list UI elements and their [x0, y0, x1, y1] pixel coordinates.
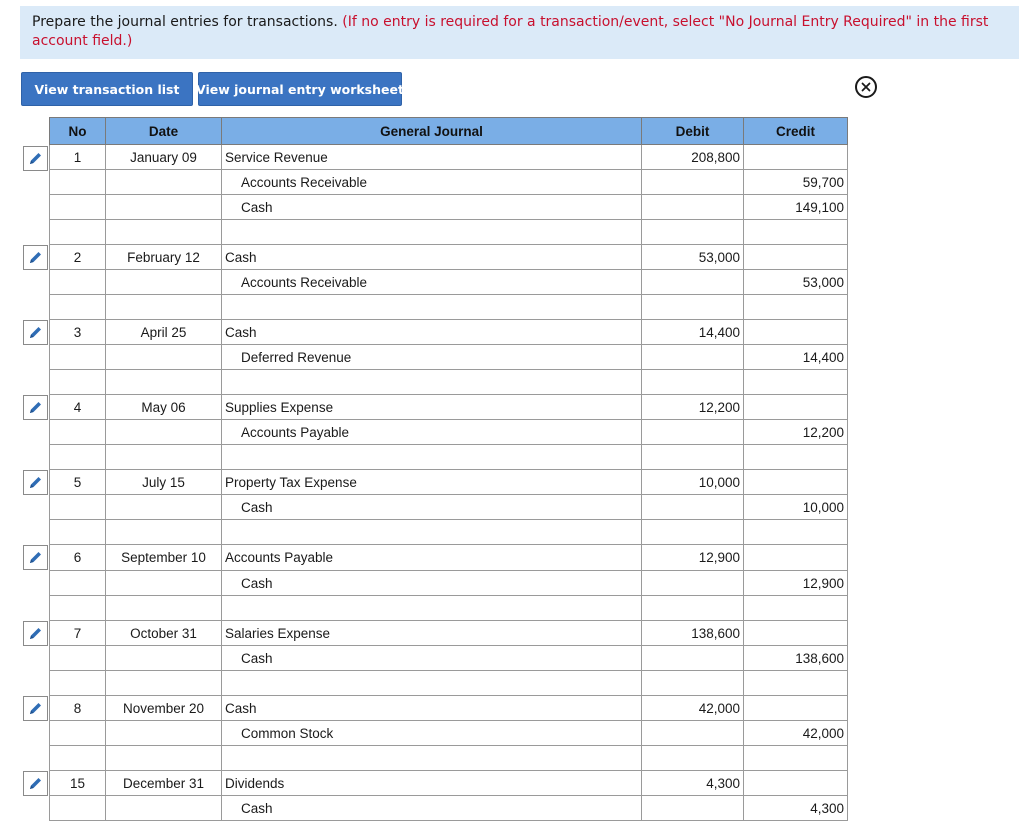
journal-row [50, 671, 848, 696]
credit-amount [744, 746, 848, 771]
entry-no [50, 270, 106, 295]
journal-row [50, 270, 848, 295]
journal-row [50, 195, 848, 220]
account-name: Property Tax Expense [222, 470, 642, 495]
entry-date [106, 520, 222, 545]
debit-amount [642, 796, 744, 821]
credit-amount: 12,900 [744, 571, 848, 596]
edit-entry-button[interactable] [23, 696, 48, 721]
entry-date: December 31 [106, 771, 222, 796]
credit-amount [744, 671, 848, 696]
credit-amount [744, 370, 848, 395]
entry-date [106, 495, 222, 520]
journal-row [50, 170, 848, 195]
journal-row [50, 470, 848, 495]
credit-amount [744, 545, 848, 571]
credit-amount: 149,100 [744, 195, 848, 220]
debit-amount: 10,000 [642, 470, 744, 495]
entry-no [50, 571, 106, 596]
credit-amount: 59,700 [744, 170, 848, 195]
credit-amount: 138,600 [744, 646, 848, 671]
credit-amount: 12,200 [744, 420, 848, 445]
entry-no [50, 646, 106, 671]
debit-amount: 53,000 [642, 245, 744, 270]
debit-amount [642, 170, 744, 195]
journal-row [50, 746, 848, 771]
entry-no: 2 [50, 245, 106, 270]
debit-amount [642, 746, 744, 771]
journal-row [50, 646, 848, 671]
entry-no [50, 796, 106, 821]
journal-row [50, 571, 848, 596]
entry-no [50, 345, 106, 370]
debit-amount: 14,400 [642, 320, 744, 345]
debit-amount [642, 345, 744, 370]
entry-date [106, 445, 222, 470]
journal-table [49, 117, 848, 821]
account-name: Supplies Expense [222, 395, 642, 420]
entry-no: 3 [50, 320, 106, 345]
account-name: Accounts Payable [222, 545, 642, 571]
entry-date [106, 596, 222, 621]
edit-entry-button[interactable] [23, 146, 48, 171]
journal-row [50, 520, 848, 545]
header-credit: Credit [744, 118, 848, 145]
entry-no [50, 445, 106, 470]
close-button[interactable] [855, 76, 877, 98]
entry-date [106, 270, 222, 295]
entry-no [50, 295, 106, 320]
debit-amount [642, 671, 744, 696]
entry-date: January 09 [106, 145, 222, 170]
account-name [222, 295, 642, 320]
journal-row [50, 721, 848, 746]
journal-row [50, 545, 848, 571]
account-name [222, 220, 642, 245]
entry-no [50, 596, 106, 621]
account-name: Salaries Expense [222, 621, 642, 646]
edit-entry-button[interactable] [23, 245, 48, 270]
view-transaction-list-button[interactable]: View transaction list [21, 72, 193, 106]
credit-amount [744, 295, 848, 320]
journal-header-row [50, 118, 848, 145]
account-name: Common Stock [222, 721, 642, 746]
entry-no [50, 746, 106, 771]
account-name: Cash [222, 495, 642, 520]
journal-row [50, 370, 848, 395]
credit-amount: 53,000 [744, 270, 848, 295]
account-name [222, 370, 642, 395]
entry-no [50, 170, 106, 195]
entry-date [106, 671, 222, 696]
entry-date: October 31 [106, 621, 222, 646]
credit-amount [744, 395, 848, 420]
account-name [222, 520, 642, 545]
credit-amount [744, 470, 848, 495]
debit-amount [642, 295, 744, 320]
journal-row [50, 345, 848, 370]
journal-row [50, 771, 848, 796]
credit-amount: 42,000 [744, 721, 848, 746]
debit-amount [642, 370, 744, 395]
account-name: Cash [222, 245, 642, 270]
edit-entry-button[interactable] [23, 545, 48, 570]
entry-date: November 20 [106, 696, 222, 721]
header-no: No [50, 118, 106, 145]
journal-row [50, 796, 848, 821]
account-name: Deferred Revenue [222, 345, 642, 370]
journal-row [50, 596, 848, 621]
entry-no: 7 [50, 621, 106, 646]
debit-amount: 12,900 [642, 545, 744, 571]
instructions-panel [20, 6, 1019, 59]
credit-amount: 14,400 [744, 345, 848, 370]
journal-body [50, 145, 848, 821]
entry-date [106, 370, 222, 395]
edit-entry-button[interactable] [23, 470, 48, 495]
entry-date [106, 721, 222, 746]
account-name: Cash [222, 320, 642, 345]
entry-no [50, 671, 106, 696]
entry-no: 1 [50, 145, 106, 170]
journal-row [50, 320, 848, 345]
entry-date: September 10 [106, 545, 222, 571]
debit-amount: 42,000 [642, 696, 744, 721]
credit-amount [744, 621, 848, 646]
credit-amount [744, 520, 848, 545]
credit-amount [744, 696, 848, 721]
entry-date [106, 170, 222, 195]
header-debit: Debit [642, 118, 744, 145]
journal-row [50, 495, 848, 520]
journal-row [50, 245, 848, 270]
debit-amount: 12,200 [642, 395, 744, 420]
entry-date [106, 195, 222, 220]
debit-amount [642, 646, 744, 671]
debit-amount [642, 445, 744, 470]
account-name: Cash [222, 571, 642, 596]
credit-amount [744, 445, 848, 470]
account-name [222, 596, 642, 621]
edit-entry-button[interactable] [23, 395, 48, 420]
journal-row [50, 145, 848, 170]
header-date: Date [106, 118, 222, 145]
journal-row [50, 420, 848, 445]
entry-date: February 12 [106, 245, 222, 270]
entry-date [106, 571, 222, 596]
account-name: Accounts Receivable [222, 170, 642, 195]
debit-amount [642, 721, 744, 746]
credit-amount [744, 771, 848, 796]
journal-row [50, 395, 848, 420]
credit-amount [744, 320, 848, 345]
entry-no [50, 495, 106, 520]
entry-date [106, 746, 222, 771]
journal-row [50, 696, 848, 721]
account-name: Accounts Receivable [222, 270, 642, 295]
account-name [222, 746, 642, 771]
credit-amount [744, 220, 848, 245]
debit-amount [642, 571, 744, 596]
debit-amount: 138,600 [642, 621, 744, 646]
account-name: Accounts Payable [222, 420, 642, 445]
header-general-journal: General Journal [222, 118, 642, 145]
entry-no: 4 [50, 395, 106, 420]
entry-date [106, 295, 222, 320]
debit-amount [642, 520, 744, 545]
account-name: Cash [222, 796, 642, 821]
entry-no: 15 [50, 771, 106, 796]
debit-amount [642, 220, 744, 245]
account-name: Service Revenue [222, 145, 642, 170]
debit-amount [642, 195, 744, 220]
account-name [222, 445, 642, 470]
credit-amount [744, 245, 848, 270]
entry-no [50, 520, 106, 545]
journal-row [50, 445, 848, 470]
entry-date [106, 646, 222, 671]
entry-no [50, 220, 106, 245]
debit-amount: 4,300 [642, 771, 744, 796]
entry-date [106, 796, 222, 821]
instructions-note: (If no entry is required for a transaction/event, select "No Journal Entry Required" in the first account field.) [32, 14, 989, 49]
credit-amount: 10,000 [744, 495, 848, 520]
account-name: Cash [222, 195, 642, 220]
entry-date: July 15 [106, 470, 222, 495]
entry-no: 5 [50, 470, 106, 495]
entry-no [50, 420, 106, 445]
account-name: Cash [222, 696, 642, 721]
entry-date [106, 345, 222, 370]
entry-date: April 25 [106, 320, 222, 345]
debit-amount [642, 420, 744, 445]
account-name: Dividends [222, 771, 642, 796]
edit-entry-button[interactable] [23, 320, 48, 345]
debit-amount [642, 495, 744, 520]
edit-entry-button[interactable] [23, 621, 48, 646]
debit-amount [642, 596, 744, 621]
journal-row [50, 220, 848, 245]
credit-amount: 4,300 [744, 796, 848, 821]
entry-date [106, 220, 222, 245]
entry-no [50, 721, 106, 746]
entry-date: May 06 [106, 395, 222, 420]
entry-date [106, 420, 222, 445]
debit-amount [642, 270, 744, 295]
view-journal-entry-worksheet-button[interactable]: View journal entry worksheet [198, 72, 402, 106]
entry-no [50, 370, 106, 395]
edit-entry-button[interactable] [23, 771, 48, 796]
account-name [222, 671, 642, 696]
credit-amount [744, 596, 848, 621]
journal-row [50, 621, 848, 646]
debit-amount: 208,800 [642, 145, 744, 170]
journal-row [50, 295, 848, 320]
credit-amount [744, 145, 848, 170]
instructions-lead: Prepare the journal entries for transactions. [32, 14, 338, 30]
account-name: Cash [222, 646, 642, 671]
entry-no [50, 195, 106, 220]
entry-no: 6 [50, 545, 106, 571]
entry-no: 8 [50, 696, 106, 721]
